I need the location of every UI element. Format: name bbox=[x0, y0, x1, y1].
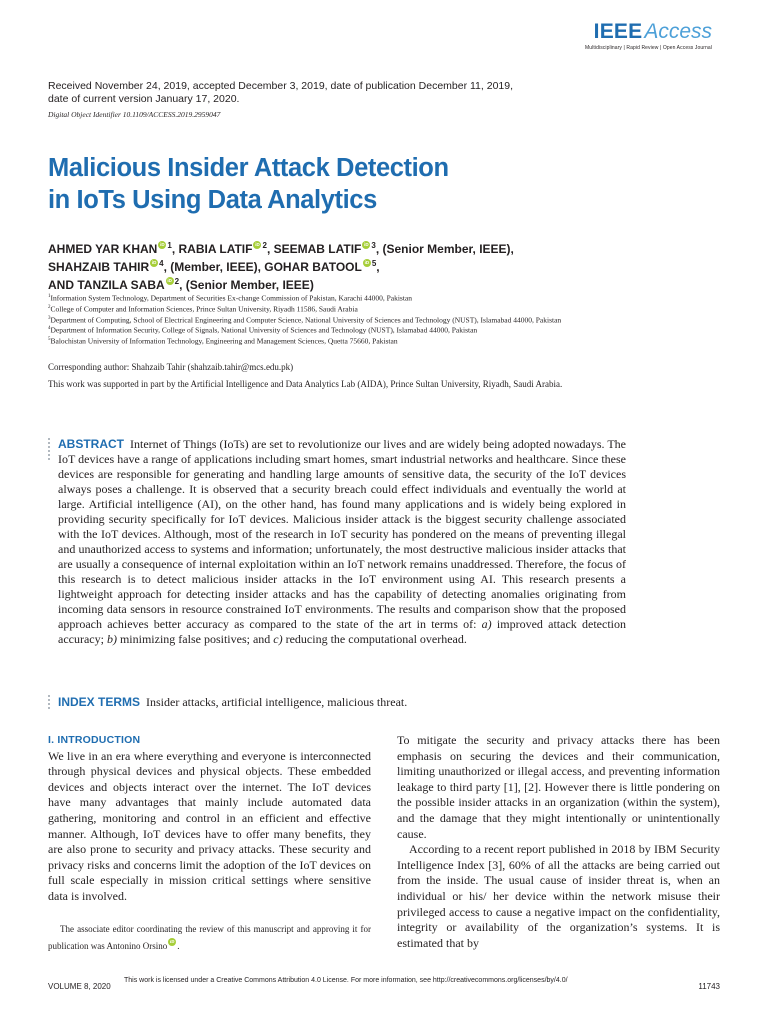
intro-paragraph: We live in an era where everything and everyone is interconnected through physical devices and physical objects. These embedded devices and objects interact over the internet. The IoT devices have many advantages that mainly include automated data gathering, monitoring and control in an efficient and effective manner. Although, IoT devices have to offer many benefits, they are also prone to security and privacy attacks. These security and privacy risks and concerns limit the adoption of the IoT devices on full scale especially in mission critical settings where sensitive data is involved. bbox=[48, 748, 371, 903]
affiliation-text: College of Computer and Information Sciences, Prince Sultan University, Riyadh 11586, Saudi Arabia bbox=[50, 304, 358, 314]
abstract-marker-dots bbox=[48, 438, 51, 462]
funding-note: This work was supported in part by the Artificial Intelligence and Data Analytics Lab (AIDA), Prince Sultan University, Riyadh, Saudi Arabia. bbox=[48, 379, 563, 389]
author-line-1 bbox=[48, 240, 608, 258]
intro-paragraph: According to a recent report published in 2018 by IBM Security Intelligence Index [3], 60% of all the attacks are being carried out from the inside. The usual cause of insider threat is, when an individual or his/ her device within the network misuse their privileged access to cause a negative impact on the confidentiality, integrity or availability of the organization’s systems. It is estimated that by bbox=[397, 842, 720, 950]
abstract-point-label: c) bbox=[273, 632, 283, 646]
index-marker-dots bbox=[48, 695, 51, 711]
abstract-point-label: b) bbox=[106, 632, 117, 646]
affiliation-num: 2 bbox=[48, 304, 51, 310]
dates-line-2: date of current version January 17, 2020. bbox=[48, 92, 240, 105]
affiliation-num: 5 bbox=[48, 337, 51, 343]
title-line-1: Malicious Insider Attack Detection bbox=[48, 154, 449, 182]
corresponding-author: Corresponding author: Shahzaib Tahir (shahzaib.tahir@mcs.edu.pk) bbox=[48, 362, 294, 372]
orcid-icon[interactable] bbox=[150, 259, 158, 267]
abstract-point-label: a) bbox=[481, 617, 492, 631]
author-name: AHMED YAR KHAN bbox=[48, 242, 158, 256]
author-name: RABIA LATIF bbox=[178, 242, 253, 256]
abstract-label: ABSTRACT bbox=[58, 437, 124, 451]
author-affil-num: 4 bbox=[159, 259, 164, 268]
affiliation-text: Department of Information Security, College of Signals, National University of Sciences and Technology (NUST), Islamabad 44000, Pakistan bbox=[50, 325, 478, 335]
affiliation-num: 1 bbox=[48, 294, 51, 299]
author-separator: , bbox=[376, 260, 380, 274]
affiliation bbox=[48, 303, 628, 314]
affiliation-text: Information System Technology, Department of Securities Ex-change Commission of Pakistan, Karachi 44000, Pakistan bbox=[50, 293, 412, 303]
index-terms bbox=[58, 695, 626, 710]
orcid-icon[interactable] bbox=[166, 277, 174, 285]
affiliation bbox=[48, 335, 628, 346]
orcid-icon[interactable] bbox=[363, 259, 371, 267]
logo-ieee: IEEE bbox=[593, 20, 643, 43]
footnote-text: The associate editor coordinating the review of this manuscript and approving it for publication was Antonino Orsino bbox=[48, 924, 371, 951]
dates-line-1: Received November 24, 2019, accepted December 3, 2019, date of publication December 11, 2019, bbox=[48, 80, 514, 92]
footer-license[interactable]: This work is licensed under a Creative Commons Attribution 4.0 License. For more information, see http://creativecommons.org/licenses/by/4.0/ bbox=[124, 977, 568, 984]
author-name: SHAHZAIB TAHIR bbox=[48, 260, 150, 274]
affiliation bbox=[48, 314, 628, 325]
footer-page-number: 11743 bbox=[698, 982, 720, 991]
affiliation bbox=[48, 292, 628, 303]
author-membership: , (Senior Member, IEEE) bbox=[179, 278, 314, 292]
left-column bbox=[48, 733, 371, 905]
affiliations bbox=[48, 292, 628, 346]
right-column bbox=[397, 733, 720, 951]
logo-tagline: Multidisciplinary | Rapid Review | Open Access Journal bbox=[585, 45, 712, 51]
abstract-point-text: reducing the computational overhead. bbox=[282, 632, 467, 646]
affiliation-text: Department of Computing, School of Electrical Engineering and Computer Science, National University of Sciences and Technology (NUST), Islamabad 44000, Pakistan bbox=[50, 315, 562, 325]
editor-footnote: The associate editor coordinating the review of this manuscript and approving it for publication was Antonino OrsinoiD . bbox=[48, 922, 371, 954]
index-terms-text: Insider attacks, artificial intelligence, malicious threat. bbox=[146, 695, 408, 709]
affiliation bbox=[48, 324, 628, 335]
author-separator: , bbox=[266, 242, 274, 256]
author-affil-num: 2 bbox=[174, 277, 180, 286]
orcid-icon[interactable] bbox=[253, 241, 261, 249]
author-name: GOHAR BATOOL bbox=[264, 260, 362, 274]
author-affil-num: 2 bbox=[262, 241, 267, 250]
journal-logo bbox=[585, 20, 712, 51]
affiliation-num: 3 bbox=[48, 315, 51, 321]
footer-volume: VOLUME 8, 2020 bbox=[48, 982, 111, 991]
intro-paragraph: To mitigate the security and privacy attacks there has been emphasis on securing the devices and their communication, limiting unauthorized or illegal access, and preventing information leakage to third party [1], [2]. However there is little pondering on the possible insider attacks in an organization (within the system), and the damage that they might intentionally or unintentionally cause. bbox=[397, 733, 720, 841]
author-membership: , (Member, IEEE), bbox=[163, 260, 265, 274]
abstract-point-text: improved attack detection accuracy; bbox=[58, 617, 626, 646]
author-name: AND TANZILA SABA bbox=[48, 278, 165, 292]
author-affil-num: 1 bbox=[167, 241, 172, 250]
orcid-icon[interactable] bbox=[362, 241, 370, 249]
author-separator: , bbox=[171, 242, 179, 256]
logo-access: Access bbox=[644, 20, 712, 43]
author-list bbox=[48, 240, 608, 294]
abstract-text: Internet of Things (IoTs) are set to revolutionize our lives and are widely being adopted nowadays. The IoT devices have a range of applications including smart homes, smart industrial networks and healthcare. Since these devices are responsible for generating and handling large amounts of sensitive data, the security of the IoT devices always poses a challenge. It is observed that a security breach could effect individuals and eventually the world at large. Artificial intelligence (AI), on the other hand, has found many applications and is widely being explored in providing security specifically for IoT devices. Malicious insider attack is the biggest security challenge associated with the IoT devices. Although, most of the research in IoT security has pondered on the means of preventing illegal and unauthorized access to systems and information; unfortunately, the most destructive malicious insider attacks that are usually a consequence of internal exploitation within an IoT network remains unaddressed. Therefore, the focus of this research is to detect malicious insider attacks in the IoT environment using AI. This research presents a lightweight approach for detecting insider attacks and has the capability of detecting anomalies originating from incoming data sensors in resource constrained IoT environments. The results and comparison show that the proposed approach achieves better accuracy as compared to the state of the art in terms of: bbox=[58, 437, 626, 631]
author-name: SEEMAB LATIF bbox=[273, 242, 362, 256]
section-heading: I. INTRODUCTION bbox=[48, 734, 141, 746]
author-membership: , (Senior Member, IEEE), bbox=[375, 242, 514, 256]
author-affil-num: 3 bbox=[371, 241, 376, 250]
index-terms-label: INDEX TERMS bbox=[58, 695, 141, 709]
abstract bbox=[58, 437, 626, 647]
title-line-2: in IoTs Using Data Analytics bbox=[48, 186, 377, 214]
abstract-point-text: minimizing false positives; and bbox=[116, 632, 274, 646]
affiliation-text: Balochistan University of Information Technology, Engineering and Management Sciences, Quetta 75660, Pakistan bbox=[50, 336, 398, 346]
affiliation-num: 4 bbox=[48, 326, 51, 332]
publication-dates bbox=[48, 80, 568, 105]
orcid-icon[interactable] bbox=[158, 241, 166, 249]
paper-title bbox=[48, 152, 608, 216]
author-line-2 bbox=[48, 258, 608, 276]
doi: Digital Object Identifier 10.1109/ACCESS.2019.2959047 bbox=[48, 110, 221, 119]
orcid-icon[interactable] bbox=[168, 938, 176, 946]
author-affil-num: 5 bbox=[371, 259, 377, 268]
